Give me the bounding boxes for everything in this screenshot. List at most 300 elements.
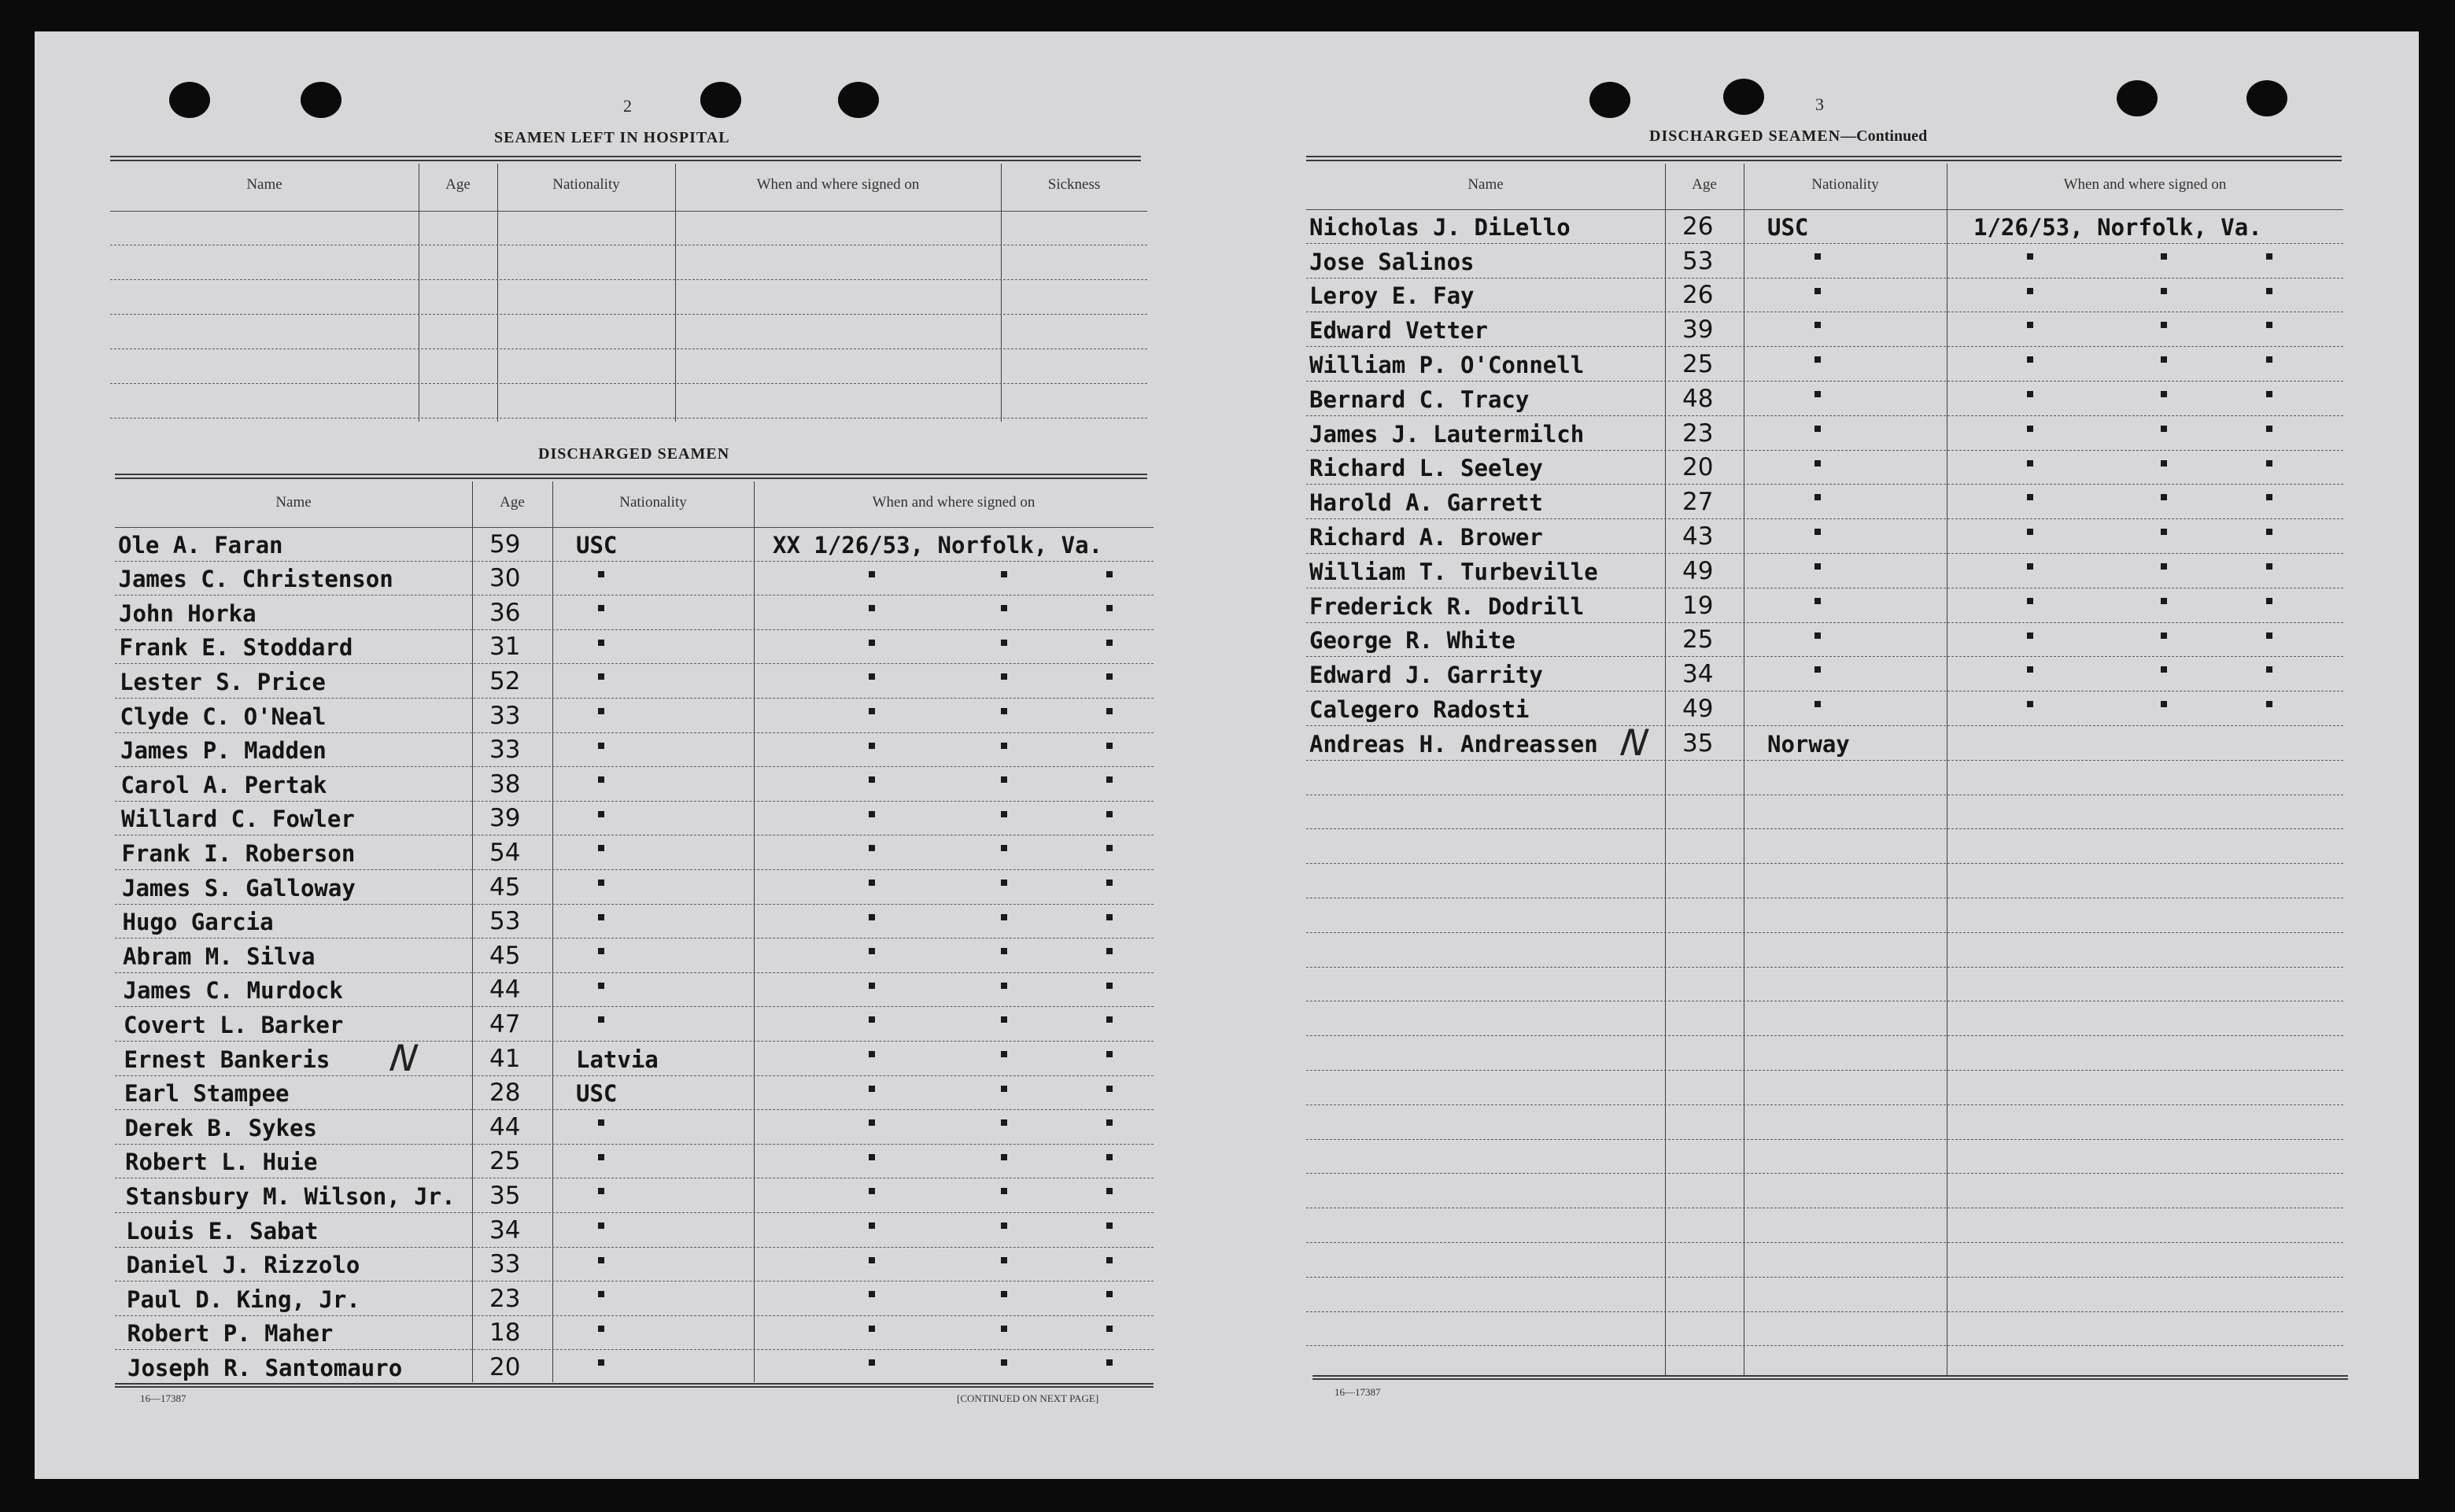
- row-line: [110, 418, 1147, 419]
- seaman-age: 38: [489, 769, 521, 798]
- seaman-age: 52: [489, 666, 521, 695]
- ditto-mark: [869, 1086, 875, 1092]
- seaman-name: Nicholas J. DiLello: [1309, 213, 1571, 241]
- seaman-name: Abram M. Silva: [123, 942, 316, 970]
- form-number-right: 16—17387: [1335, 1386, 1381, 1398]
- ditto-mark: [1001, 1086, 1007, 1092]
- seaman-name: Lester S. Price: [120, 668, 326, 695]
- table-row: [1306, 1174, 2343, 1208]
- seaman-age: 23: [1682, 419, 1714, 448]
- ditto-mark: [1814, 253, 1821, 260]
- table-row: [1306, 1208, 2343, 1243]
- ditto-mark: [598, 605, 604, 611]
- seaman-name: George R. White: [1309, 627, 1515, 655]
- seaman-name: William P. O'Connell: [1309, 351, 1585, 378]
- ditto-mark: [1814, 391, 1821, 397]
- table-row: [1306, 278, 2343, 313]
- ditto-mark: [1106, 673, 1113, 680]
- table-row: [1306, 382, 2343, 416]
- table-row: [115, 1178, 1154, 1213]
- ditto-mark: [869, 1016, 875, 1023]
- page-number-left: 2: [623, 96, 632, 116]
- ditto-mark: [869, 845, 875, 851]
- ditto-mark: [2161, 288, 2167, 294]
- ditto-mark: [1814, 666, 1821, 673]
- ditto-mark: [598, 1154, 604, 1160]
- ditto-mark: [1814, 426, 1821, 432]
- ditto-mark: [1001, 776, 1007, 783]
- table-row: [1306, 209, 2343, 244]
- seaman-name: Paul D. King, Jr.: [127, 1285, 360, 1313]
- table-row: [1306, 1140, 2343, 1175]
- column-header: Age: [1692, 176, 1717, 193]
- seaman-name: Harold A. Garrett: [1309, 489, 1543, 517]
- table-row: [1306, 829, 2343, 864]
- seaman-age: 27: [1682, 488, 1714, 517]
- ditto-mark: [2161, 253, 2167, 260]
- ditto-mark: [869, 776, 875, 783]
- column-header: Name: [1467, 176, 1504, 193]
- ditto-mark: [1814, 632, 1821, 639]
- ditto-mark: [1814, 529, 1821, 535]
- ditto-mark: [598, 880, 604, 886]
- table-row: [1306, 657, 2343, 691]
- ditto-mark: [2027, 391, 2033, 397]
- table-row: [1306, 1312, 2343, 1347]
- seaman-nationality: Norway: [1767, 730, 1850, 758]
- seaman-age: 26: [1682, 281, 1714, 310]
- ditto-mark: [2161, 701, 2167, 707]
- seaman-name: Ernest Bankeris: [124, 1045, 330, 1073]
- ditto-mark: [598, 1188, 604, 1194]
- ditto-mark: [1001, 1291, 1007, 1297]
- ditto-mark: [1001, 1257, 1007, 1263]
- ditto-mark: [1001, 743, 1007, 749]
- seaman-name: Leroy E. Fay: [1309, 282, 1475, 310]
- continued-title-main: DISCHARGED SEAMEN: [1649, 127, 1841, 145]
- ditto-mark: [2027, 632, 2033, 639]
- table-row: [1306, 933, 2343, 968]
- ditto-mark: [2161, 426, 2167, 432]
- ditto-mark: [869, 1051, 875, 1057]
- seaman-age: 45: [489, 941, 521, 970]
- column-header: When and where signed on: [2063, 176, 2227, 193]
- ditto-mark: [1106, 571, 1113, 577]
- seaman-name: Earl Stampee: [124, 1080, 290, 1108]
- ditto-mark: [1106, 811, 1113, 817]
- ditto-mark: [598, 948, 604, 954]
- seaman-name: Ole A. Faran: [118, 531, 283, 559]
- seaman-age: 20: [1682, 453, 1714, 482]
- seaman-name: Stansbury M. Wilson, Jr.: [125, 1182, 456, 1210]
- ditto-mark: [2161, 632, 2167, 639]
- ditto-mark: [2027, 253, 2033, 260]
- ditto-mark: [1001, 1051, 1007, 1057]
- seaman-name: Bernard C. Tracy: [1309, 385, 1530, 413]
- ditto-mark: [869, 948, 875, 954]
- discharged-section-title: DISCHARGED SEAMEN: [538, 445, 730, 463]
- continued-section-title: [1649, 127, 1927, 146]
- ditto-mark: [1001, 914, 1007, 920]
- ditto-mark: [1814, 563, 1821, 570]
- punch-hole: [301, 82, 341, 118]
- ditto-mark: [1106, 1291, 1113, 1297]
- table-row: [1306, 1071, 2343, 1105]
- seaman-age: 54: [489, 838, 521, 867]
- discharged-table: [115, 481, 1154, 1382]
- seaman-age: 35: [489, 1181, 521, 1210]
- ditto-mark: [2027, 426, 2033, 432]
- form-number-left: 16—17387: [140, 1392, 186, 1404]
- hospital-section-title: SEAMEN LEFT IN HOSPITAL: [494, 129, 730, 146]
- row-line: [1306, 1345, 2343, 1346]
- ditto-mark: [1106, 605, 1113, 611]
- ditto-mark: [2161, 666, 2167, 673]
- seaman-age: 34: [489, 1215, 521, 1245]
- punch-hole: [2117, 80, 2158, 116]
- table-row: [115, 939, 1154, 973]
- ditto-mark: [1814, 598, 1821, 604]
- seaman-age: 28: [489, 1079, 521, 1108]
- table-row: [1306, 588, 2343, 623]
- ditto-mark: [2266, 288, 2272, 294]
- ditto-mark: [1106, 640, 1113, 646]
- ditto-mark: [598, 1223, 604, 1229]
- table-row: [1306, 519, 2343, 554]
- table-row: [115, 733, 1154, 768]
- ditto-mark: [1106, 708, 1113, 714]
- seaman-name: Andreas H. Andreassen: [1309, 730, 1598, 758]
- seaman-age: 44: [489, 975, 521, 1005]
- column-header: Nationality: [619, 494, 687, 511]
- ditto-mark: [1106, 1257, 1113, 1263]
- ditto-mark: [1001, 1154, 1007, 1160]
- table-row: [1306, 554, 2343, 588]
- ditto-mark: [2027, 494, 2033, 500]
- seaman-name: Robert L. Huie: [125, 1149, 318, 1176]
- table-row: [1306, 1001, 2343, 1036]
- table-row: [115, 664, 1154, 699]
- column-header: When and where signed on: [872, 494, 1036, 511]
- ditto-mark: [2266, 701, 2272, 707]
- ditto-mark: [598, 811, 604, 817]
- ditto-mark: [598, 640, 604, 646]
- table-row: [115, 527, 1154, 562]
- ditto-mark: [598, 1359, 604, 1366]
- table-row: [115, 596, 1154, 630]
- seaman-age: 35: [1682, 728, 1714, 758]
- ditto-mark: [869, 1257, 875, 1263]
- seaman-name: William T. Turbeville: [1309, 558, 1598, 585]
- page-number-right: 3: [1815, 94, 1824, 114]
- table-row: [1306, 1278, 2343, 1312]
- table-row: [1306, 244, 2343, 278]
- ditto-mark: [869, 983, 875, 989]
- ditto-mark: [2161, 494, 2167, 500]
- seaman-age: 39: [1682, 315, 1714, 345]
- seaman-name: Richard A. Brower: [1309, 523, 1543, 551]
- table-row: [1306, 416, 2343, 451]
- table-row: [1306, 312, 2343, 347]
- ditto-mark: [2266, 253, 2272, 260]
- ditto-mark: [1001, 1188, 1007, 1194]
- ditto-mark: [2266, 322, 2272, 328]
- seaman-name: James J. Lautermilch: [1309, 420, 1585, 448]
- table-row: [115, 562, 1154, 596]
- ditto-mark: [869, 673, 875, 680]
- table-row: [110, 280, 1147, 315]
- table-row: [115, 767, 1154, 802]
- ditto-mark: [598, 1016, 604, 1023]
- table-row: [115, 870, 1154, 905]
- punch-hole: [169, 82, 210, 118]
- table-row: [115, 1076, 1154, 1111]
- table-row: [1306, 623, 2343, 658]
- table-row: [115, 905, 1154, 939]
- table-row: [110, 211, 1147, 245]
- seaman-age: 48: [1682, 384, 1714, 413]
- signed-on: 1/26/53, Norfolk, Va.: [1973, 213, 2262, 241]
- seaman-name: Edward Vetter: [1309, 317, 1488, 345]
- ditto-mark: [598, 1326, 604, 1332]
- ditto-mark: [2027, 356, 2033, 363]
- ditto-mark: [2027, 666, 2033, 673]
- seaman-age: 26: [1682, 212, 1714, 241]
- seaman-nationality: Latvia: [576, 1045, 659, 1073]
- ditto-mark: [2027, 563, 2033, 570]
- ditto-mark: [1001, 1119, 1007, 1126]
- ditto-mark: [1106, 845, 1113, 851]
- ditto-mark: [598, 1119, 604, 1126]
- seaman-name: James S. Galloway: [122, 874, 356, 902]
- seaman-name: Louis E. Sabat: [126, 1217, 319, 1245]
- ditto-mark: [1001, 1326, 1007, 1332]
- ditto-mark: [2027, 529, 2033, 535]
- ditto-mark: [1814, 288, 1821, 294]
- table-row: [115, 630, 1154, 665]
- ditto-mark: [2161, 460, 2167, 467]
- right-top-rule: [1306, 156, 2342, 161]
- ditto-mark: [2161, 356, 2167, 363]
- seaman-age: 44: [489, 1112, 521, 1141]
- ditto-mark: [598, 1291, 604, 1297]
- ditto-mark: [598, 743, 604, 749]
- ditto-mark: [1106, 914, 1113, 920]
- ditto-mark: [1106, 743, 1113, 749]
- ditto-mark: [1001, 1359, 1007, 1366]
- seaman-name: Joseph R. Santomauro: [127, 1354, 403, 1381]
- seaman-name: Daniel J. Rizzolo: [126, 1252, 360, 1279]
- column-header: Age: [445, 176, 471, 193]
- seaman-age: 33: [489, 701, 521, 730]
- seaman-age: 53: [489, 907, 521, 936]
- punch-hole: [1723, 79, 1764, 115]
- ditto-mark: [869, 640, 875, 646]
- handwritten-mark: N: [1618, 721, 1652, 764]
- ditto-mark: [1106, 1223, 1113, 1229]
- ditto-mark: [598, 983, 604, 989]
- table-row: [115, 1145, 1154, 1179]
- table-row: [115, 802, 1154, 836]
- table-row: [110, 315, 1147, 349]
- seaman-age: 49: [1682, 694, 1714, 723]
- seaman-age: 23: [489, 1284, 521, 1313]
- table-row: [110, 349, 1147, 384]
- seaman-name: James P. Madden: [120, 737, 327, 765]
- handwritten-mark: N: [387, 1037, 421, 1079]
- ditto-mark: [1001, 605, 1007, 611]
- seaman-name: Calegero Radosti: [1309, 695, 1530, 723]
- seaman-name: Hugo Garcia: [122, 909, 274, 936]
- ditto-mark: [2266, 391, 2272, 397]
- table-row: [1306, 1243, 2343, 1278]
- ditto-mark: [2161, 598, 2167, 604]
- ditto-mark: [1814, 494, 1821, 500]
- seaman-age: 33: [489, 736, 521, 765]
- column-header: Nationality: [552, 176, 620, 193]
- table-row: [110, 384, 1147, 419]
- seaman-age: 45: [489, 872, 521, 902]
- table-row: [1306, 691, 2343, 726]
- table-row: [115, 1350, 1154, 1385]
- seaman-age: 25: [1682, 625, 1714, 655]
- ditto-mark: [2161, 529, 2167, 535]
- seaman-age: 41: [489, 1044, 521, 1073]
- seaman-name: James C. Murdock: [123, 977, 343, 1005]
- ditto-mark: [1814, 460, 1821, 467]
- seaman-age: 20: [489, 1352, 521, 1381]
- table-row: [115, 1110, 1154, 1145]
- ditto-mark: [2027, 288, 2033, 294]
- column-header: When and where signed on: [756, 176, 920, 193]
- ditto-mark: [869, 880, 875, 886]
- seaman-name: Frank E. Stoddard: [119, 634, 353, 662]
- seaman-age: 25: [1682, 349, 1714, 378]
- ditto-mark: [869, 1359, 875, 1366]
- ditto-mark: [1106, 1119, 1113, 1126]
- column-header: Name: [246, 176, 282, 193]
- table-row: [110, 245, 1147, 280]
- ditto-mark: [1106, 948, 1113, 954]
- table-row: [115, 1282, 1154, 1316]
- ditto-mark: [1814, 356, 1821, 363]
- ditto-mark: [2027, 701, 2033, 707]
- table-row: [115, 973, 1154, 1008]
- ditto-mark: [1814, 701, 1821, 707]
- seaman-name: Derek B. Sykes: [124, 1114, 317, 1141]
- ditto-mark: [2027, 598, 2033, 604]
- ditto-mark: [1001, 708, 1007, 714]
- punch-hole: [838, 82, 879, 118]
- hospital-top-rule: [110, 156, 1141, 161]
- ditto-mark: [1106, 880, 1113, 886]
- ditto-mark: [869, 708, 875, 714]
- ditto-mark: [869, 1326, 875, 1332]
- ditto-mark: [598, 914, 604, 920]
- seaman-age: 31: [489, 632, 521, 662]
- seaman-nationality: USC: [1767, 213, 1809, 241]
- seaman-name: Carol A. Pertak: [120, 771, 327, 798]
- right-bottom-rule: [1312, 1375, 2348, 1380]
- ditto-mark: [598, 708, 604, 714]
- ditto-mark: [1001, 948, 1007, 954]
- continued-table: [1306, 164, 2343, 1375]
- ditto-mark: [1001, 640, 1007, 646]
- punch-hole: [700, 82, 741, 118]
- seaman-name: Robert P. Maher: [127, 1320, 334, 1348]
- ditto-mark: [869, 605, 875, 611]
- ditto-mark: [2161, 322, 2167, 328]
- seaman-age: 33: [489, 1250, 521, 1279]
- left-bottom-rule: [115, 1383, 1154, 1388]
- ditto-mark: [2027, 460, 2033, 467]
- seaman-name: Clyde C. O'Neal: [120, 703, 327, 730]
- table-row: [1306, 898, 2343, 933]
- seaman-age: 49: [1682, 556, 1714, 585]
- ditto-mark: [1001, 983, 1007, 989]
- signed-on: XX 1/26/53, Norfolk, Va.: [773, 531, 1103, 559]
- seaman-age: 53: [1682, 246, 1714, 275]
- ditto-mark: [1106, 1359, 1113, 1366]
- continued-note: [CONTINUED ON NEXT PAGE]: [957, 1392, 1099, 1404]
- table-row: [1306, 795, 2343, 830]
- table-row: [115, 1316, 1154, 1351]
- seaman-name: Covert L. Barker: [124, 1011, 344, 1038]
- table-row: [1306, 1036, 2343, 1071]
- table-row: [1306, 451, 2343, 485]
- ditto-mark: [2161, 391, 2167, 397]
- ditto-mark: [869, 1119, 875, 1126]
- table-row: [1306, 485, 2343, 519]
- seaman-name: Frederick R. Dodrill: [1309, 592, 1585, 620]
- ditto-mark: [1001, 571, 1007, 577]
- ditto-mark: [1106, 1086, 1113, 1092]
- seaman-name: Frank I. Roberson: [121, 839, 356, 867]
- ditto-mark: [2161, 563, 2167, 570]
- seaman-age: 34: [1682, 660, 1714, 689]
- column-header: Age: [500, 494, 525, 511]
- ditto-mark: [2266, 494, 2272, 500]
- discharged-top-rule: [115, 474, 1147, 479]
- seaman-name: James C. Christenson: [118, 566, 393, 593]
- seaman-age: 47: [489, 1009, 521, 1038]
- ditto-mark: [1106, 983, 1113, 989]
- seaman-nationality: USC: [576, 531, 618, 559]
- column-header: Sickness: [1047, 176, 1101, 193]
- seaman-nationality: USC: [576, 1080, 618, 1108]
- ditto-mark: [2266, 426, 2272, 432]
- ditto-mark: [1106, 1154, 1113, 1160]
- seaman-age: 30: [489, 564, 521, 593]
- ditto-mark: [1001, 880, 1007, 886]
- continued-title-suffix: —Continued: [1840, 127, 1928, 145]
- table-row: [1306, 347, 2343, 382]
- ditto-mark: [869, 914, 875, 920]
- ditto-mark: [2266, 632, 2272, 639]
- ditto-mark: [869, 1223, 875, 1229]
- table-row: [115, 1037, 1154, 1079]
- ditto-mark: [2266, 598, 2272, 604]
- ditto-mark: [1001, 1223, 1007, 1229]
- ditto-mark: [1106, 776, 1113, 783]
- seaman-name: Richard L. Seeley: [1309, 455, 1543, 482]
- ditto-mark: [1106, 1326, 1113, 1332]
- table-row: [115, 1007, 1154, 1042]
- punch-hole: [1589, 82, 1630, 118]
- seaman-name: Willard C. Fowler: [121, 806, 355, 833]
- ditto-mark: [869, 1291, 875, 1297]
- table-row: [115, 1248, 1154, 1282]
